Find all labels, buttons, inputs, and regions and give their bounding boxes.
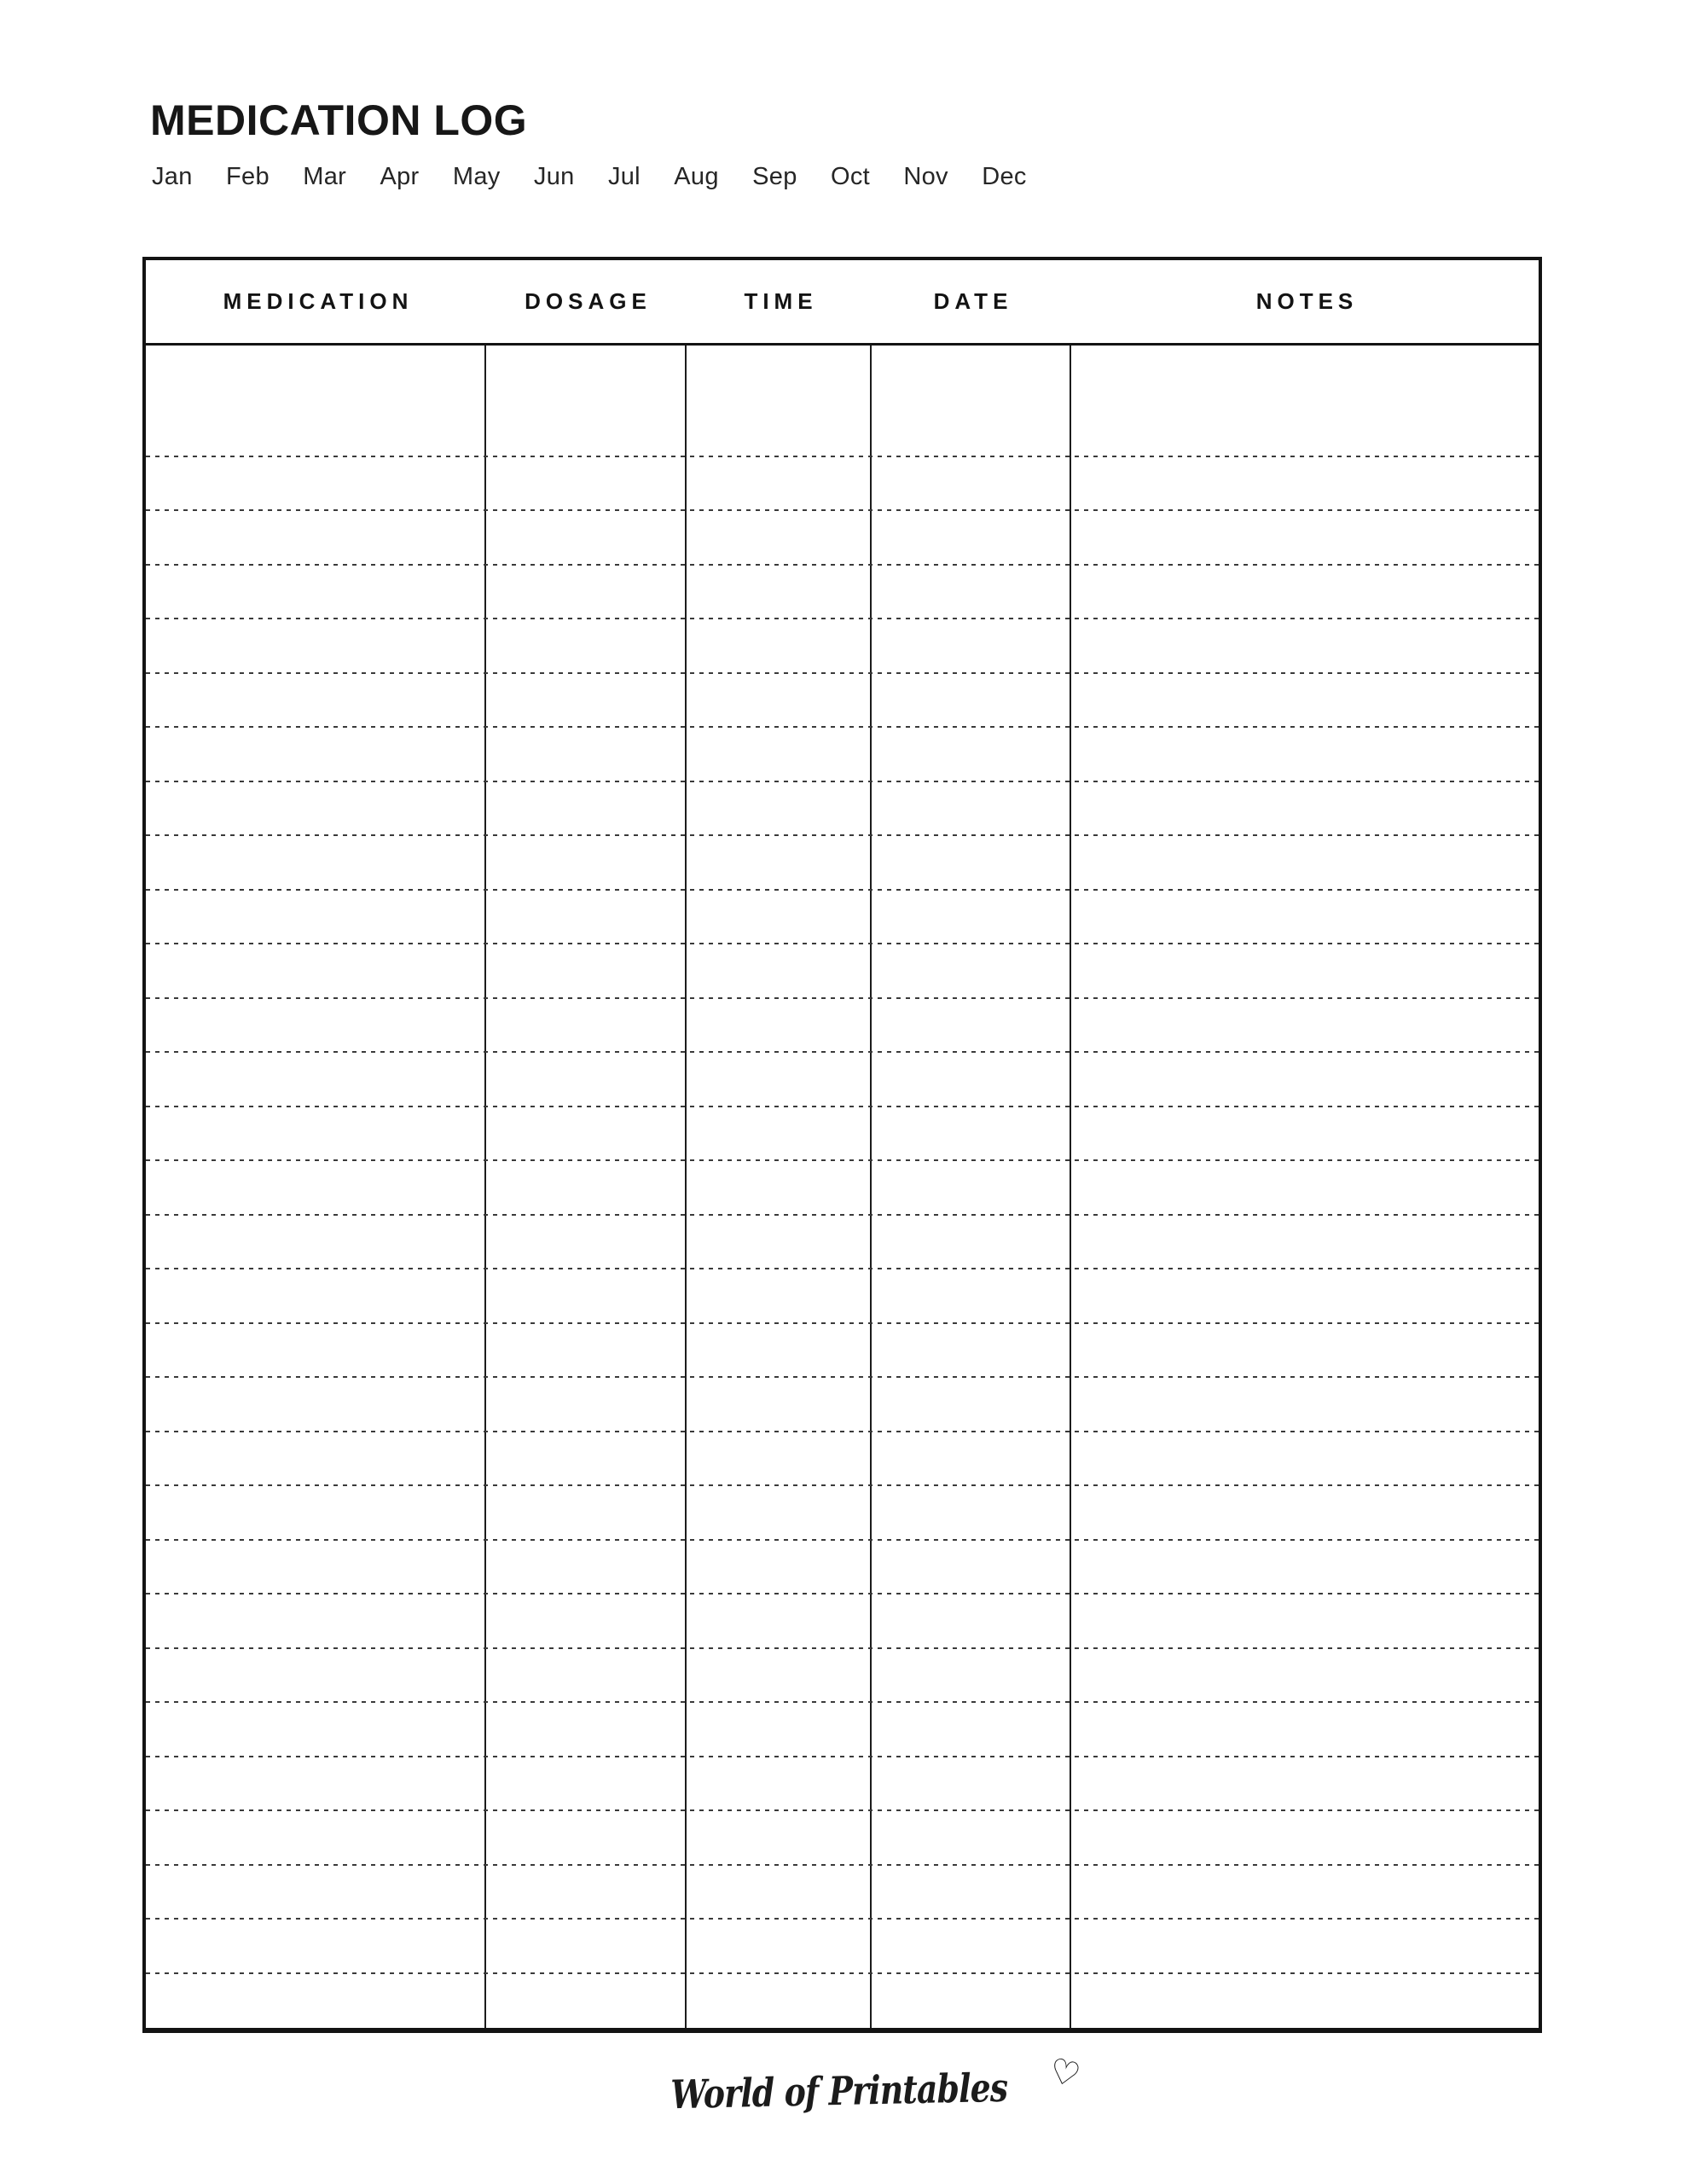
- table-row: [146, 1920, 1539, 1974]
- table-row: [146, 1216, 1539, 1270]
- table-row: [146, 1757, 1539, 1812]
- months-row: [152, 163, 1027, 191]
- table-row: [146, 891, 1539, 945]
- table-row: [146, 1378, 1539, 1432]
- table-row: [146, 1053, 1539, 1107]
- table-row: [146, 999, 1539, 1054]
- table-row: [146, 1107, 1539, 1162]
- page-title: MEDICATION LOG: [150, 96, 528, 144]
- table-row: [146, 674, 1539, 729]
- month-label-feb: Feb: [226, 163, 270, 190]
- header-cell-medication: MEDICATION: [223, 288, 414, 314]
- table-row: [146, 1541, 1539, 1595]
- table-row: [146, 1432, 1539, 1487]
- table-row: [146, 944, 1539, 999]
- month-label-mar: Mar: [303, 163, 347, 190]
- month-label-apr: Apr: [380, 163, 420, 190]
- month-label-jun: Jun: [533, 163, 575, 190]
- medication-log-table: [142, 257, 1542, 2033]
- table-row: [146, 836, 1539, 891]
- month-label-aug: Aug: [674, 163, 719, 190]
- month-label-jul: Jul: [607, 163, 641, 190]
- month-label-oct: Oct: [831, 163, 871, 190]
- footer: [12, 2050, 1687, 2118]
- table-row: [146, 457, 1539, 512]
- heart-icon: ♡: [1045, 2050, 1085, 2097]
- table-row: [146, 1866, 1539, 1920]
- table-row: [146, 1594, 1539, 1649]
- table-row: [146, 511, 1539, 566]
- table-row: [146, 1486, 1539, 1541]
- header-cell-time: TIME: [744, 288, 818, 314]
- table-body: [146, 346, 1539, 2028]
- table-row: [146, 1324, 1539, 1379]
- table-row: [146, 1974, 1539, 2028]
- table-row: [146, 728, 1539, 782]
- month-label-dec: Dec: [982, 163, 1027, 190]
- table-row: [146, 1649, 1539, 1704]
- table-row: [146, 782, 1539, 837]
- table-row: [146, 619, 1539, 674]
- table-row: [146, 1703, 1539, 1757]
- header-cell-date: DATE: [933, 288, 1013, 314]
- header-cell-dosage: DOSAGE: [525, 288, 652, 314]
- table-header-row: [146, 260, 1539, 346]
- table-row: [146, 1811, 1539, 1866]
- table-row: [146, 1161, 1539, 1216]
- month-label-may: May: [452, 163, 501, 190]
- month-label-nov: Nov: [903, 163, 948, 190]
- world-of-printables-logo: World of Printables: [670, 2064, 1008, 2118]
- month-label-sep: Sep: [752, 163, 797, 190]
- table-row: [146, 1269, 1539, 1324]
- table-row: [146, 346, 1539, 457]
- header-cell-notes: NOTES: [1255, 288, 1359, 314]
- table-row: [146, 566, 1539, 620]
- month-label-jan: Jan: [152, 163, 193, 190]
